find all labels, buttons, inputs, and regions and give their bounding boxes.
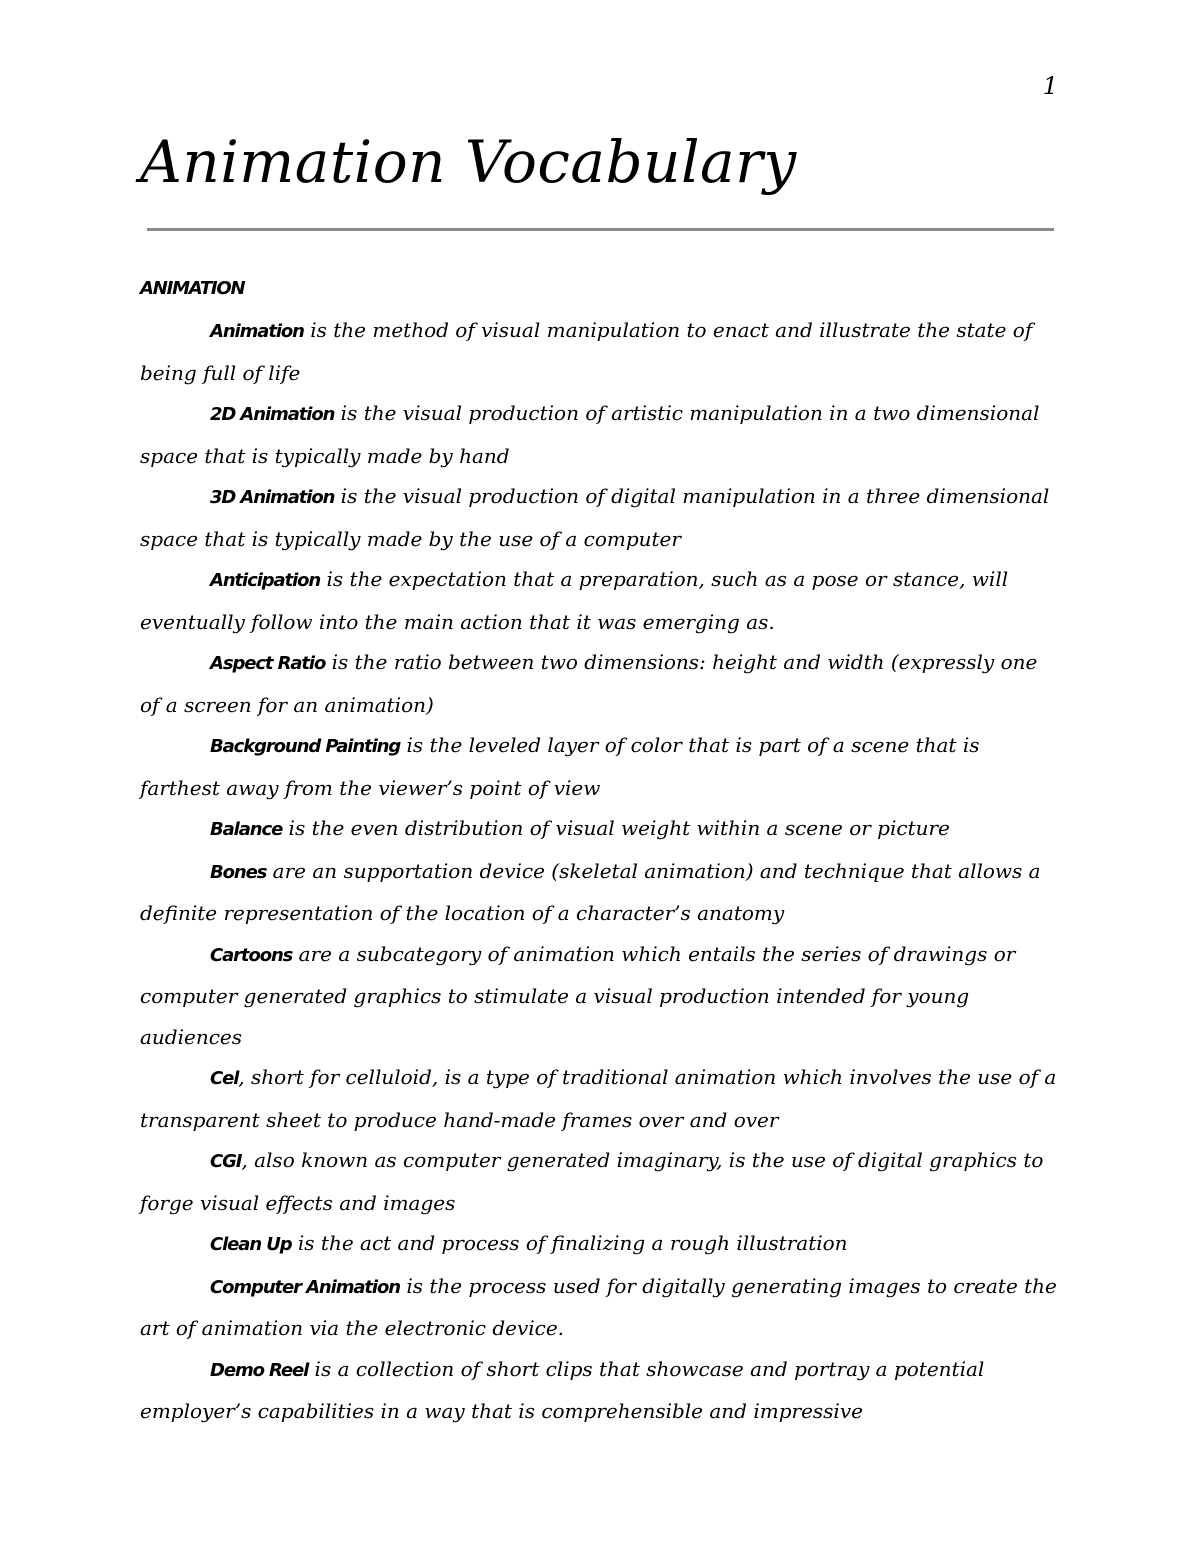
vocab-term: Bones xyxy=(210,861,267,883)
vocab-entry xyxy=(140,808,1060,851)
vocab-entry xyxy=(140,1140,1060,1223)
vocab-definition: is the leveled layer of color that is part of a scene that is farthest away from the viewer’s point of view xyxy=(140,733,980,800)
document-title: Animation Vocabulary xyxy=(140,128,797,196)
vocab-entry xyxy=(140,725,1060,808)
vocab-definition: , short for celluloid, is a type of traditional animation which involves the use of a transparent sheet to produce hand-made frames over and over xyxy=(140,1065,1057,1132)
vocab-definition: is a collection of short clips that showcase and portray a potential employer’s capabilities in a way that is comprehensible and impressive xyxy=(140,1356,985,1423)
vocab-definition: is the visual production of artistic manipulation in a two dimensional space that is typically made by hand xyxy=(140,401,1040,468)
vocab-entry xyxy=(140,393,1060,476)
vocab-definition: is the process used for digitally generating images to create the art of animation via the electronic device. xyxy=(140,1273,1057,1340)
section-heading: ANIMATION xyxy=(140,278,245,299)
vocab-definition: is the method of visual manipulation to enact and illustrate the state of being full of life xyxy=(140,318,1033,385)
vocab-definition: is the even distribution of visual weight within a scene or picture xyxy=(282,816,950,840)
vocab-entry xyxy=(140,310,1060,393)
vocab-term: 3D Animation xyxy=(210,487,335,508)
vocab-term: Background Painting xyxy=(210,736,401,757)
vocab-definition: is the act and process of finalizing a rough illustration xyxy=(291,1231,848,1255)
vocab-entry xyxy=(140,1223,1060,1266)
vocab-entry xyxy=(140,476,1060,559)
vocab-term: Balance xyxy=(210,819,283,840)
vocab-entry xyxy=(140,1266,1060,1349)
vocab-term: Aspect Ratio xyxy=(210,653,326,674)
vocab-definition: are an supportation device (skeletal animation) and technique that allows a definite representation of the location of a character’s anatomy xyxy=(140,858,1041,925)
vocab-term: Computer Animation xyxy=(210,1276,400,1298)
title-divider xyxy=(147,228,1054,231)
vocab-entry xyxy=(140,934,1060,1058)
vocab-term: Cartoons xyxy=(210,944,293,966)
vocabulary-section xyxy=(140,272,1060,1432)
vocab-definition: are a subcategory of animation which entails the series of drawings or computer generated graphics to stimulate a visual production intended for young audiences xyxy=(140,941,1016,1049)
vocab-entry xyxy=(140,642,1060,725)
vocab-definition: is the ratio between two dimensions: height and width (expressly one of a screen for an animation) xyxy=(140,650,1038,717)
vocab-definition: , also known as computer generated imaginary, is the use of digital graphics to forge visual effects and images xyxy=(140,1148,1044,1215)
vocab-term: Anticipation xyxy=(210,570,321,591)
page-number: 1 xyxy=(1042,72,1058,100)
vocab-entry xyxy=(140,851,1060,934)
vocab-definition: is the expectation that a preparation, such as a pose or stance, will eventually follow into the main action that it was emerging as. xyxy=(140,567,1009,634)
vocab-entry xyxy=(140,1057,1060,1140)
vocab-term: Cel xyxy=(210,1068,239,1089)
vocab-term: Clean Up xyxy=(210,1234,292,1255)
vocab-term: Animation xyxy=(210,321,304,342)
vocab-entry xyxy=(140,559,1060,642)
vocab-entry xyxy=(140,1349,1060,1432)
vocab-term: 2D Animation xyxy=(210,404,335,425)
vocab-term: Demo Reel xyxy=(210,1359,309,1381)
vocab-term: CGI xyxy=(210,1151,242,1172)
vocab-definition: is the visual production of digital manipulation in a three dimensional space that is typically made by the use of a computer xyxy=(140,484,1050,551)
